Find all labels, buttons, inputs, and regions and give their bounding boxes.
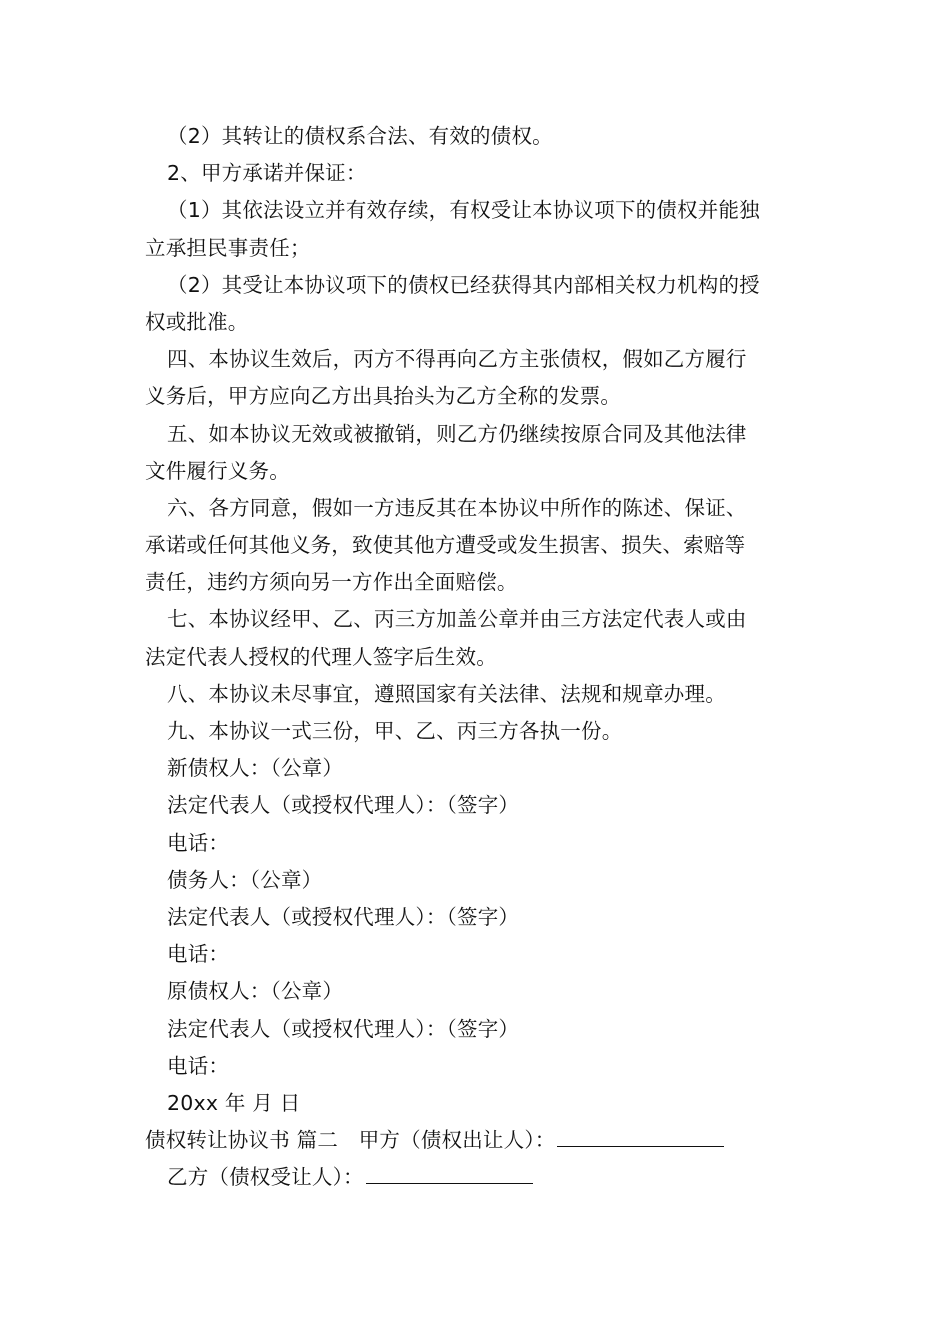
new-creditor-phone: 电话： bbox=[167, 830, 230, 855]
clause-4: 四、本协议生效后，丙方不得再向乙方主张债权，假如乙方履行 bbox=[167, 347, 747, 372]
debtor-seal: 债务人：（公章） bbox=[167, 867, 323, 892]
party-a-warranty-1-cont: 立承担民事责任； bbox=[145, 235, 311, 260]
clause-6-cont-1: 承诺或任何其他义务，致使其他方遭受或发生损害、损失、索赔等 bbox=[145, 533, 746, 558]
clause-7: 七、本协议经甲、乙、丙三方加盖公章并由三方法定代表人或由 bbox=[167, 607, 747, 632]
clause-8: 八、本协议未尽事宜，遵照国家有关法律、法规和规章办理。 bbox=[167, 681, 726, 706]
clause-6: 六、各方同意，假如一方违反其在本协议中所作的陈述、保证、 bbox=[167, 495, 747, 520]
signing-date: 20xx 年 月 日 bbox=[167, 1090, 301, 1115]
section-2-heading-line bbox=[145, 1122, 810, 1159]
party-b-line bbox=[145, 1159, 810, 1196]
new-creditor-seal: 新债权人：（公章） bbox=[167, 756, 344, 781]
party-a-warranty-2-cont: 权或批准。 bbox=[145, 309, 249, 334]
clause-7-cont: 法定代表人授权的代理人签字后生效。 bbox=[145, 644, 497, 669]
original-creditor-phone: 电话： bbox=[167, 1053, 230, 1078]
clause-5: 五、如本协议无效或被撤销，则乙方仍继续按原合同及其他法律 bbox=[167, 421, 747, 446]
clause-4-cont: 义务后，甲方应向乙方出具抬头为乙方全称的发票。 bbox=[145, 384, 622, 409]
section-2-heading-text: 债权转让协议书 篇二 甲方（债权出让人）： bbox=[145, 1128, 556, 1153]
party-a-warranty-2: （2）其受让本协议项下的债权已经获得其内部相关权力机构的授 bbox=[167, 272, 760, 297]
party-a-name-blank bbox=[557, 1126, 724, 1147]
clause-6-cont-2: 责任，违约方须向另一方作出全面赔偿。 bbox=[145, 570, 518, 595]
document-body bbox=[145, 118, 810, 1196]
debtor-phone: 电话： bbox=[167, 942, 230, 967]
party-a-warranty-1: （1）其依法设立并有效存续，有权受让本协议项下的债权并能独 bbox=[167, 198, 760, 223]
party-a-warranty-heading: 2、甲方承诺并保证： bbox=[167, 161, 367, 186]
new-creditor-representative: 法定代表人（或授权代理人）：（签字） bbox=[167, 793, 520, 818]
clause-9: 九、本协议一式三份，甲、乙、丙三方各执一份。 bbox=[167, 719, 623, 743]
debtor-representative: 法定代表人（或授权代理人）：（签字） bbox=[167, 904, 520, 929]
original-creditor-seal: 原债权人：（公章） bbox=[167, 979, 344, 1004]
original-creditor-representative: 法定代表人（或授权代理人）：（签字） bbox=[167, 1016, 520, 1041]
party-b-label: 乙方（债权受让人）： bbox=[167, 1165, 364, 1190]
clause-2-2: （2）其转让的债权系合法、有效的债权。 bbox=[167, 124, 553, 148]
clause-5-cont: 文件履行义务。 bbox=[145, 458, 290, 483]
party-b-name-blank bbox=[366, 1163, 533, 1184]
